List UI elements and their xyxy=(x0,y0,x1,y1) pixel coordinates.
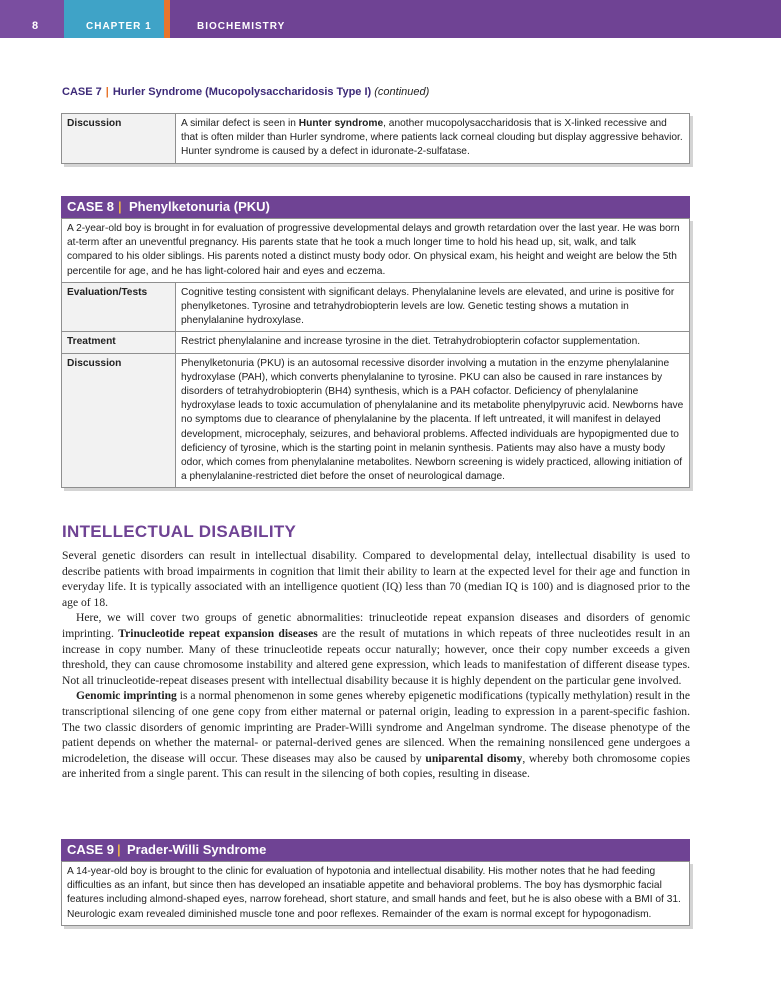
row-text: Cognitive testing consistent with significant delays. Phenylalanine levels are elevated, and urine is positive for phenylketones. Tyrosine and tetrahydrobiopterin levels are low. Genetic testing shows a mutation in phenylalanine hydroxylase. xyxy=(176,282,690,332)
page-number: 8 xyxy=(32,20,39,32)
case8-intro: A 2-year-old boy is brought in for evaluation of progressive developmental delays and growth retardation over the last year. He was born at-term after an uneventful pregnancy. His parents state that he took a much longer time to hold his head up, sit, walk, and talk compared to his older siblings. His parents noted a distinct musty body odor. On physical exam, his height and weight are below the 5th percentile for age, and he has light-colored hair and eyes and eczema. xyxy=(62,219,690,283)
chapter-box xyxy=(64,0,164,38)
case7-number: CASE 7 xyxy=(62,86,102,98)
case7-continued: (continued) xyxy=(374,86,430,98)
paragraph: Several genetic disorders can result in intellectual disability. Compared to developmental delay, intellectual disability is used to describe patients with broad impairments in cognition that limit their ability to learn at the expected level for their age and function in everyday life. It is typically associated with an intelligence quotient (IQ) less than 70 (median IQ is 100) and is diagnosed prior to the age of 18. xyxy=(62,549,690,609)
case9-name: Prader-Willi Syndrome xyxy=(127,842,267,857)
row-text xyxy=(176,114,690,164)
table-row xyxy=(62,219,690,283)
page-number-box xyxy=(0,0,64,38)
page-header xyxy=(0,0,781,38)
bold-term: Hunter syndrome xyxy=(298,118,384,129)
case9-number: CASE 9 xyxy=(67,842,114,857)
bold-term: Trinucleotide repeat expansion diseases xyxy=(118,626,318,640)
row-text: Phenylketonuria (PKU) is an autosomal recessive disorder involving a mutation in the enzyme phenylalanine hydroxylase (PAH), which converts phenylalanine to tyrosine. PKU can also be caused in rare instances by disorders of tetrahydrobiopterin (BH4) synthesis, which is a PAH cofactor. Deficiency of phenylalanine hydroxylase leads to toxic accumulation of phenylalanine and its metabolite phenylpyruvic acid. Newborns have no symptoms due to clearance of phenylalanine by the placenta. If left untreated, it will manifest in delayed development, microcephaly, seizures, and behavioral problems. Affected individuals are hypopigmented due to deficiency of tyrosine, which is the starting point in melanin synthesis. Patients may also have a musty body odor, which comes from phenylalanine metabolites. Newborn screening is widely practiced, allowing initiation of a phenylalanine-restricted diet before the onset of neurological damage. xyxy=(176,353,690,488)
section-heading: INTELLECTUAL DISABILITY xyxy=(62,522,297,541)
text-run: Here, we will cover two groups of genetic abnormalities: trinucleotide repeat expansion diseases and disorders of genomic imprinting. xyxy=(62,611,690,640)
case8-banner xyxy=(61,196,690,218)
case7-title xyxy=(62,86,429,98)
row-label: Discussion xyxy=(62,353,176,488)
case8-number: CASE 8 xyxy=(67,199,114,214)
text-run: , another mucopolysaccharidosis that is X-linked recessive and that is often milder than Hurler syndrome, where patients lack corneal clouding but display aggressive behavior. Hunter syndrome is caused by a defect in iduronate-2-sulfatase. xyxy=(181,118,683,158)
table-row xyxy=(62,353,690,488)
text-run: are the result of mutations in which repeats of three nucleotides result in an increase in copy number. Many of these trinucleotide repeats occur naturally; however, once their copy number exceeds a given threshold, they can cause chromosome instability and altered gene expression, which leads to manifestation of different disease types. Not all trinucleotide-repeat diseases present with intellectual disability because it is highly dependent on the particular gene involved. xyxy=(62,626,690,687)
chapter-label: CHAPTER 1 xyxy=(86,21,152,32)
case8-table xyxy=(61,218,690,488)
case7-name: Hurler Syndrome (Mucopolysaccharidosis Type I) xyxy=(112,86,372,98)
case8-name: Phenylketonuria (PKU) xyxy=(129,199,270,214)
paragraph xyxy=(62,688,690,782)
row-label: Treatment xyxy=(62,332,176,353)
case9-banner xyxy=(61,839,690,861)
table-row xyxy=(62,282,690,332)
text-run: A similar defect is seen in xyxy=(181,118,299,129)
table-row xyxy=(62,114,690,164)
banner-separator: | xyxy=(118,199,122,214)
table-row xyxy=(62,332,690,353)
paragraph xyxy=(62,610,690,688)
row-label: Evaluation/Tests xyxy=(62,282,176,332)
section-body xyxy=(62,548,690,782)
title-separator: | xyxy=(105,86,109,98)
text-run: is a normal phenomenon in some genes whereby epigenetic modifications (typically methylation) result in the transcriptional silencing of one gene copy from either maternal or paternal origin, leading to expression in a parent-specific fashion. The two classic disorders of genomic imprinting are Prader-Willi syndrome and Angelman syndrome. The disease phenotype of the patient depends on whether the maternal- or paternal-derived genes are silenced. When the remaining nonsilenced gene undergoes a microdeletion, the disease will occur. These diseases may also be caused by xyxy=(62,689,690,765)
banner-separator: | xyxy=(117,842,121,857)
row-label: Discussion xyxy=(62,114,176,164)
case7-table xyxy=(61,113,690,164)
case9-table xyxy=(61,861,690,926)
table-row xyxy=(62,862,690,926)
subject-label: BIOCHEMISTRY xyxy=(197,21,286,32)
bold-term: uniparental disomy xyxy=(425,751,523,765)
case9-intro: A 14-year-old boy is brought to the clinic for evaluation of hypotonia and intellectual disability. His mother notes that he had feeding difficulties as an infant, but since then has developed an insatiable appetite and behavioral problems. The boy has dysmorphic facial features including almond-shaped eyes, narrow forehead, short stature, and small hands and feet, but he is also obese with a BMI of 31. Neurologic exam revealed diminished muscle tone and poor reflexes. Remainder of the exam is normal except for hypogonadism. xyxy=(62,862,690,926)
text-run: , whereby both chromosome copies are inherited from a single parent. This can result in the silencing of both copies, resulting in disease. xyxy=(62,751,690,781)
row-text: Restrict phenylalanine and increase tyrosine in the diet. Tetrahydrobiopterin cofactor supplementation. xyxy=(176,332,690,353)
accent-strip xyxy=(164,0,170,38)
bold-term: Genomic imprinting xyxy=(76,689,177,703)
